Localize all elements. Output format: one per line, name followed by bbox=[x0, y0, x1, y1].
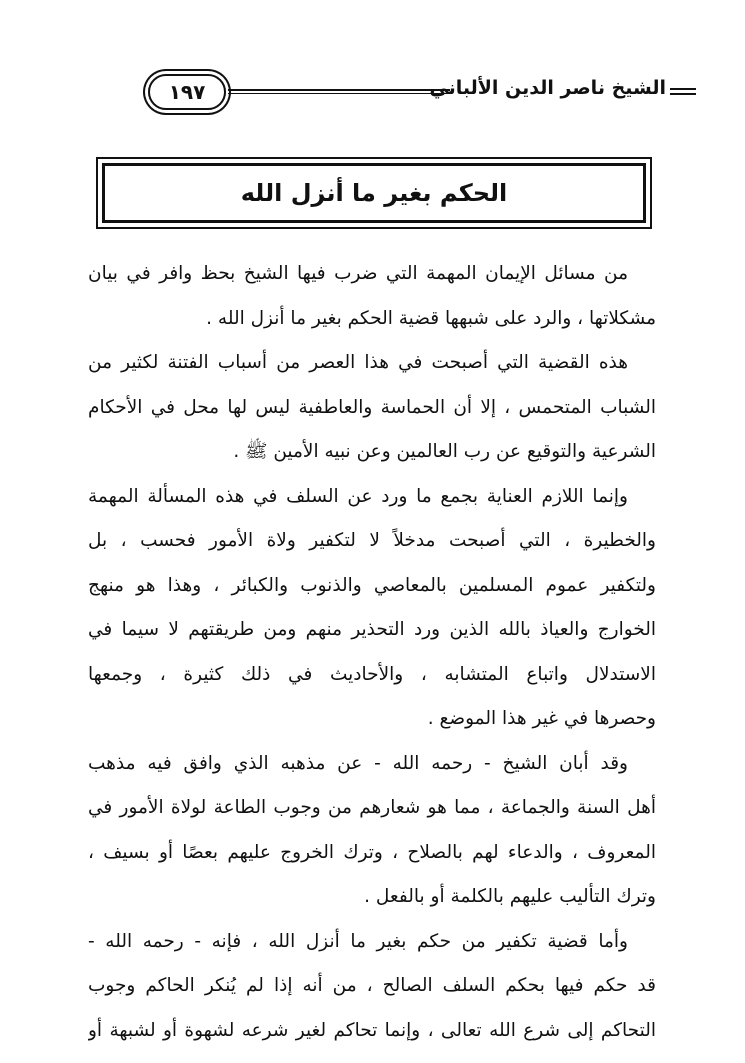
body-text bbox=[88, 252, 656, 1053]
text-line: الاستدلال واتباع المتشابه ، والأحاديث في ذلك كثيرة ، وجمعها bbox=[88, 663, 656, 685]
header-dash bbox=[670, 88, 696, 95]
text-line: قد حكم فيها بحكم السلف الصالح ، من أنه إذا لم يُنكر الحاكم وجوب bbox=[88, 975, 656, 996]
text-line: مشكلاتها ، والرد على شبهها قضية الحكم بغير ما أنزل الله . bbox=[206, 307, 656, 329]
text-line: التحاكم إلى شرع الله تعالى ، وإنما تحاكم لغير شرعه لشهوة أو لشبهة أو bbox=[88, 1019, 656, 1041]
text-line: المعروف ، والدعاء لهم بالصلاح ، وترك الخروج عليهم بعصًا أو بسيف ، bbox=[88, 841, 656, 863]
text-line: وترك التأليب عليهم بالكلمة أو بالفعل . bbox=[364, 886, 656, 907]
running-header bbox=[148, 74, 696, 114]
text-line: الخوارج والعياذ بالله الذين ورد التحذير منهم ومن طريقتهم لا سيما في bbox=[88, 619, 656, 640]
section-title: الحكم بغير ما أنزل الله bbox=[240, 179, 508, 207]
text-line: وقد أبان الشيخ - رحمه الله - عن مذهبه الذي وافق فيه مذهب bbox=[88, 752, 628, 774]
text-line: الشباب المتحمس ، إلا أن الحماسة والعاطفية ليس لها محل في الأحكام bbox=[88, 396, 656, 418]
text-line: ولتكفير عموم المسلمين بالمعاصي والذنوب والكبائر ، وهذا هو منهج bbox=[88, 574, 656, 596]
text-line: والخطيرة ، التي أصبحت مدخلاً لا لتكفير ولاة الأمور فحسب ، بل bbox=[88, 530, 656, 551]
section-title-frame bbox=[102, 163, 646, 223]
text-line: وحصرها في غير هذا الموضع . bbox=[427, 708, 656, 729]
text-line: أهل السنة والجماعة ، مما هو شعارهم من وجوب الطاعة لولاة الأمور في bbox=[88, 797, 656, 818]
text-line: الشرعية والتوقيع عن رب العالمين وعن نبيه الأمين ﷺ . bbox=[233, 441, 656, 462]
text-line: من مسائل الإيمان المهمة التي ضرب فيها الشيخ بحظ وافر في بيان bbox=[88, 263, 628, 284]
text-line: وأما قضية تكفير من حكم بغير ما أنزل الله ، فإنه - رحمه الله - bbox=[88, 930, 628, 952]
header-rule bbox=[228, 89, 450, 94]
text-line: وإنما اللازم العناية بجمع ما ورد عن السلف في هذه المسألة المهمة bbox=[88, 485, 628, 507]
text-line: هذه القضية التي أصبحت في هذا العصر من أسباب الفتنة لكثير من bbox=[88, 352, 628, 373]
section-title-box bbox=[96, 157, 652, 229]
page-number: ١٩٧ bbox=[148, 74, 226, 110]
running-title: الشيخ ناصر الدين الألباني bbox=[429, 77, 666, 99]
